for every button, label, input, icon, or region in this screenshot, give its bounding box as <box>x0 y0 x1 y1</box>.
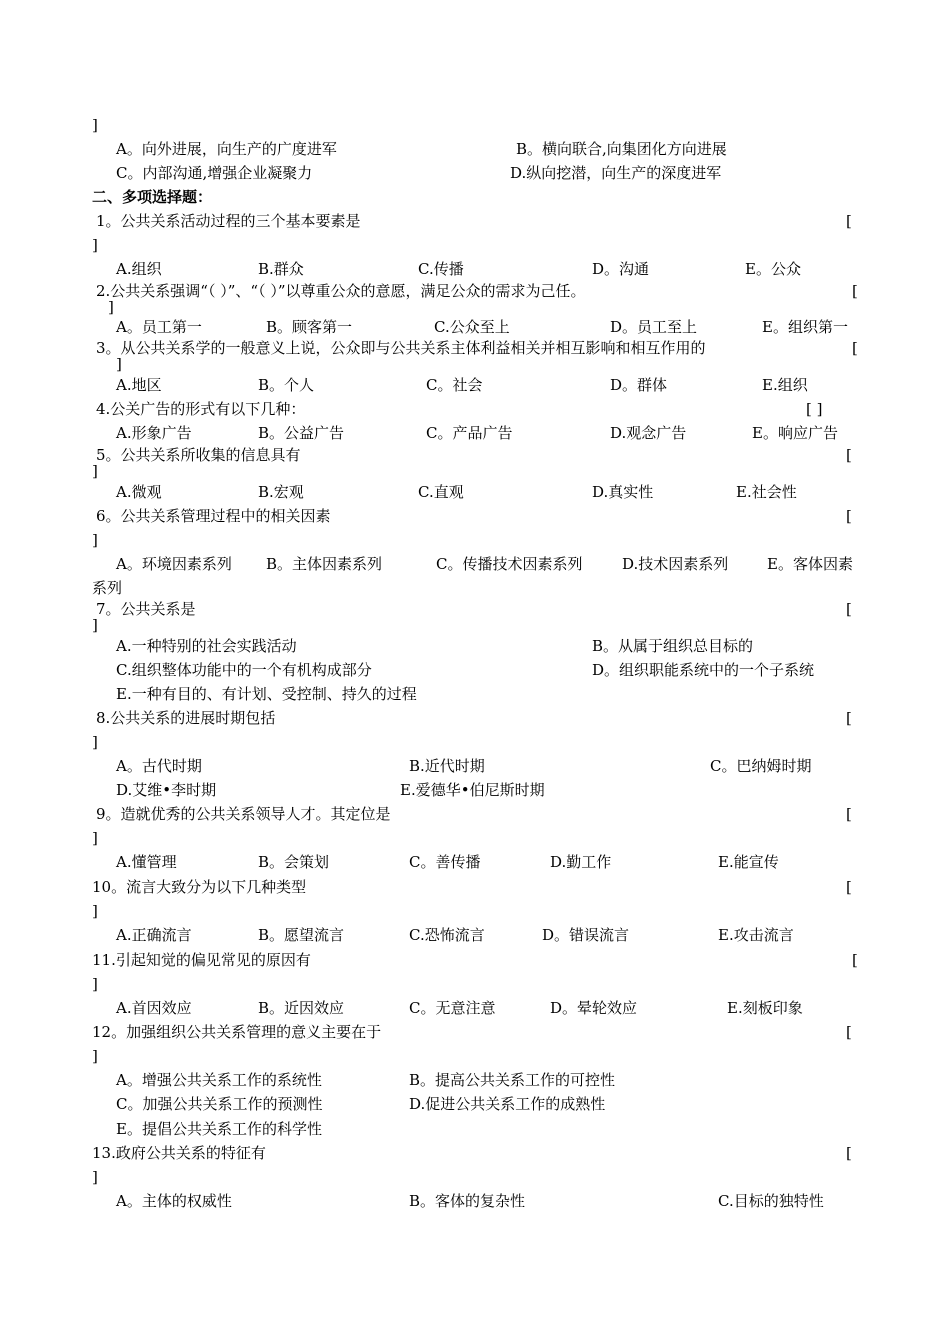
text-line: D。错误流言 <box>542 926 630 944</box>
text-line: 10。流言大致分为以下几种类型 <box>92 878 307 896</box>
text-line: B。愿望流言 <box>258 926 345 944</box>
text-line: A.一种特别的社会实践活动 <box>116 637 297 655</box>
text-line: A。增强公共关系工作的系统性 <box>116 1071 322 1089</box>
text-line: E.攻击流言 <box>718 926 794 944</box>
text-line: [ <box>846 805 852 823</box>
text-line: E。组织第一 <box>762 318 848 336</box>
text-line: A.首因效应 <box>116 999 192 1017</box>
text-line: D.观念广告 <box>610 424 687 442</box>
text-line: C.公众至上 <box>434 318 510 336</box>
text-line: E。客体因素 <box>767 555 853 573</box>
text-line: C。加强公共关系工作的预测性 <box>116 1095 323 1113</box>
text-line: 3。从公共关系学的一般意义上说，公众即与公共关系主体利益相关并相互影响和相互作用的 <box>96 339 706 357</box>
text-line: C。无意注意 <box>409 999 496 1017</box>
text-line: A.形象广告 <box>116 424 192 442</box>
text-line: 7。公共关系是 <box>96 600 196 618</box>
text-line: D。群体 <box>610 376 668 394</box>
text-line: [ <box>852 951 858 969</box>
text-line: 2.公共关系强调“（ ）”、“（ ）”以尊重公众的意愿，满足公众的需求为己任。 <box>96 282 586 300</box>
text-line: E。公众 <box>745 260 801 278</box>
text-line: ] <box>92 1047 98 1065</box>
text-line: ] <box>92 462 98 480</box>
text-line: A。向外进展，向生产的广度进军 <box>116 140 337 158</box>
text-line: D.艾维•李时期 <box>116 781 217 799</box>
text-line: D.勤工作 <box>550 853 612 871</box>
text-line: E.能宣传 <box>718 853 779 871</box>
text-line: ] <box>92 975 98 993</box>
text-line: 1。公共关系活动过程的三个基本要素是 <box>96 212 361 230</box>
text-line: D.真实性 <box>592 483 654 501</box>
text-line: [ <box>846 1023 852 1041</box>
text-line: B.宏观 <box>258 483 304 501</box>
text-line: D.纵向挖潜，向生产的深度进军 <box>510 164 722 182</box>
text-line: B。近因效应 <box>258 999 345 1017</box>
text-line: [ <box>846 600 852 618</box>
text-line: B。会策划 <box>258 853 330 871</box>
text-line: E。提倡公共关系工作的科学性 <box>116 1120 322 1138</box>
text-line: A。环境因素系列 <box>116 555 232 573</box>
text-line: A.懂管理 <box>116 853 177 871</box>
text-line: A。主体的权威性 <box>116 1192 232 1210</box>
text-line: D。晕轮效应 <box>550 999 638 1017</box>
text-line: [ <box>852 282 858 300</box>
text-line: B。个人 <box>258 376 315 394</box>
text-line: ] <box>108 298 114 316</box>
text-line: 8.公共关系的进展时期包括 <box>96 709 276 727</box>
text-line: B。客体的复杂性 <box>409 1192 526 1210</box>
text-line: 9。造就优秀的公共关系领导人才。其定位是 <box>96 805 391 823</box>
text-line: C.直观 <box>418 483 464 501</box>
text-line: E.一种有目的、有计划、受控制、持久的过程 <box>116 685 417 703</box>
text-line: D。沟通 <box>592 260 650 278</box>
text-line: ] <box>92 116 98 134</box>
text-line: A.组织 <box>116 260 162 278</box>
text-line: C.传播 <box>418 260 464 278</box>
text-line: C。社会 <box>426 376 483 394</box>
text-line: B。从属于组织总目标的 <box>592 637 754 655</box>
text-line: A。员工第一 <box>116 318 202 336</box>
text-line: E.爱德华•伯尼斯时期 <box>400 781 545 799</box>
text-line: B。横向联合,向集团化方向进展 <box>516 140 727 158</box>
text-line: 13.政府公共关系的特征有 <box>92 1144 266 1162</box>
section-heading: 二、多项选择题： <box>92 188 213 206</box>
text-line: 6。公共关系管理过程中的相关因素 <box>96 507 331 525</box>
text-line: B.近代时期 <box>409 757 485 775</box>
text-line: C.恐怖流言 <box>409 926 485 944</box>
text-line: ] <box>92 829 98 847</box>
text-line: 12。加强组织公共关系管理的意义主要在于 <box>92 1023 382 1041</box>
text-line: ] <box>92 616 98 634</box>
text-line: ] <box>92 236 98 254</box>
text-line: A.地区 <box>116 376 162 394</box>
text-line: B。主体因素系列 <box>266 555 383 573</box>
text-line: A。古代时期 <box>116 757 202 775</box>
text-line: 11.引起知觉的偏见常见的原因有 <box>92 951 311 969</box>
text-line: E.组织 <box>762 376 808 394</box>
text-line: C。产品广告 <box>426 424 513 442</box>
text-line: ] <box>92 1168 98 1186</box>
text-line: B。提高公共关系工作的可控性 <box>409 1071 616 1089</box>
text-line: B。公益广告 <box>258 424 345 442</box>
text-line: C.目标的独特性 <box>718 1192 824 1210</box>
text-line: A.正确流言 <box>116 926 192 944</box>
text-line: ] <box>116 355 122 373</box>
text-line: E.社会性 <box>736 483 797 501</box>
text-line: [ <box>846 446 852 464</box>
text-line: B.群众 <box>258 260 304 278</box>
text-line: ] <box>92 733 98 751</box>
text-line: E。响应广告 <box>752 424 838 442</box>
text-line: C。内部沟通,增强企业凝聚力 <box>116 164 313 182</box>
text-line: [ <box>846 878 852 896</box>
text-line: C。传播技术因素系列 <box>436 555 583 573</box>
text-line: D.促进公共关系工作的成熟性 <box>409 1095 606 1113</box>
text-line: [ <box>846 507 852 525</box>
text-line: [ <box>846 709 852 727</box>
text-line: E.刻板印象 <box>727 999 803 1017</box>
text-line: 系列 <box>92 579 123 597</box>
text-line: [ <box>852 339 858 357</box>
text-line: [ <box>846 212 852 230</box>
text-line: D。组织职能系统中的一个子系统 <box>592 661 815 679</box>
text-line: ] <box>92 531 98 549</box>
text-line: D。员工至上 <box>610 318 698 336</box>
text-line: ] <box>92 902 98 920</box>
text-line: D.技术因素系列 <box>622 555 729 573</box>
text-line: 5。公共关系所收集的信息具有 <box>96 446 301 464</box>
text-line: [ ] <box>806 400 823 418</box>
text-line: C.组织整体功能中的一个有机构成部分 <box>116 661 372 679</box>
text-line: C。巴纳姆时期 <box>710 757 812 775</box>
text-line: C。善传播 <box>409 853 481 871</box>
text-line: A.微观 <box>116 483 162 501</box>
text-line: [ <box>846 1144 852 1162</box>
text-line: 4.公关广告的形式有以下几种： <box>96 400 306 418</box>
text-line: B。顾客第一 <box>266 318 353 336</box>
